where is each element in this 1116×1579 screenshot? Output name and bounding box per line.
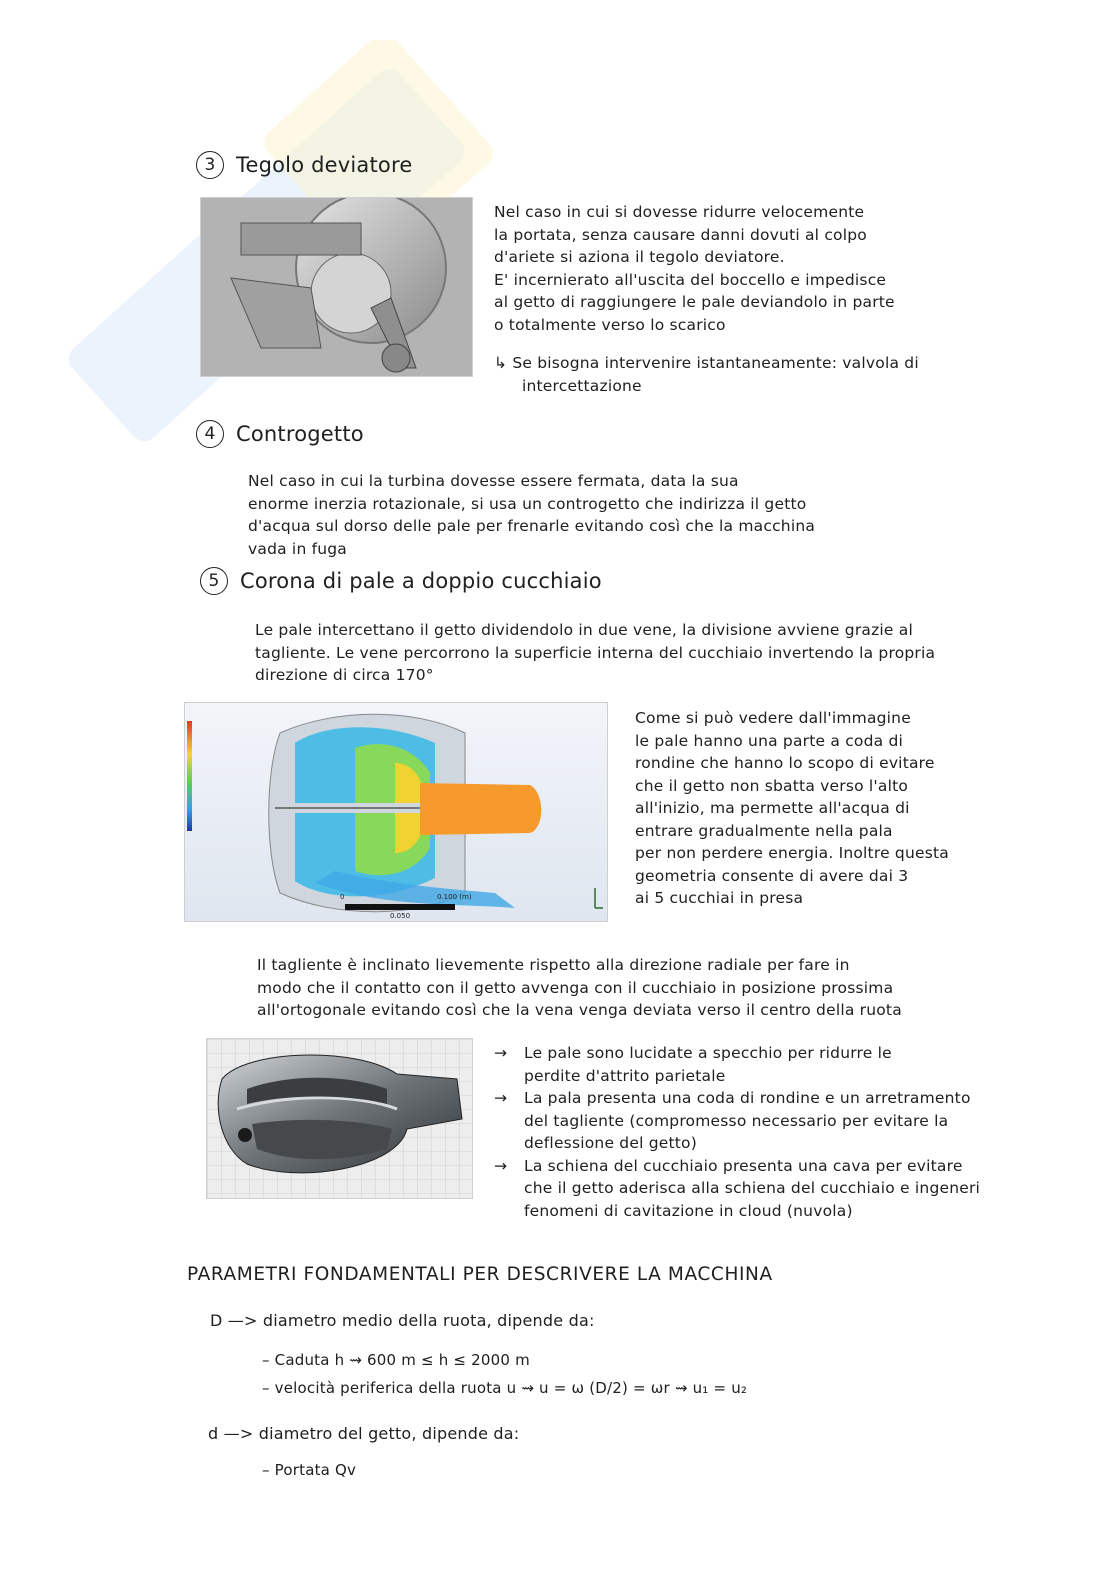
scale-label-zero: 0: [340, 893, 345, 901]
param-d-items: – Portata Qv: [262, 1461, 357, 1479]
scale-label-mid: 0.050: [390, 912, 411, 920]
params-heading: PARAMETRI FONDAMENTALI PER DESCRIVERE LA MACCHINA: [187, 1264, 773, 1285]
param-d-line: d —> diametro del getto, dipende da:: [208, 1424, 520, 1443]
deflector-render-illustration: [201, 198, 472, 376]
scale-label-max: 0.100 (m): [437, 893, 472, 901]
cfd-bucket-flow-illustration: [185, 703, 607, 921]
section-number: 5: [200, 567, 228, 595]
bucket-photo: [206, 1038, 473, 1199]
section-title-text: Controgetto: [236, 422, 364, 446]
section-3-note: ↳ Se bisogna intervenire istantaneamente: valvola di intercettazione: [494, 354, 919, 395]
param-D-line: D —> diametro medio della ruota, dipende da:: [210, 1311, 595, 1330]
section-number: 3: [196, 151, 224, 179]
section-3-title: [196, 151, 412, 179]
arrow-right-icon: →: [494, 1156, 508, 1175]
section-4-text: Nel caso in cui la turbina dovesse essere fermata, data la sua enorme inerzia rotazionale, si usa un controgetto che indirizza il getto d'acqua sul dorso delle pale per frenarle evitando così che la macchina vada in fuga: [248, 472, 816, 558]
section-3-text: Nel caso in cui si dovesse ridurre velocemente la portata, senza causare danni dovuti al colpo d'ariete si aziona il tegolo deviatore. E' incernierato all'uscita del boccello e impedisce al getto di raggiungere le pale deviandolo in parte o totalmente verso lo scarico: [494, 203, 895, 334]
tagliente-text: Il tagliente è inclinato lievemente rispetto alla direzione radiale per fare in modo che il contatto con il getto avvenga con il cucchiaio in posizione prossima all'ortogonale evitando così che la vena venga deviata verso il centro della ruota: [257, 956, 902, 1019]
section-5-side-text: Come si può vedere dall'immagine le pale hanno una parte a coda di rondine che hanno lo scopo di evitare che il getto non sbatta verso l'alto all'inizio, ma permette all'acqua di entrare gradualmente nella pala per non perdere energia. Inoltre questa geometria consente di avere dai 3 ai 5 cucchiai in presa: [635, 709, 949, 907]
section-title-text: Tegolo deviatore: [236, 153, 413, 177]
deflector-photo: [200, 197, 473, 377]
param-D-items: – Caduta h ⇝ 600 m ≤ h ≤ 2000 m – velocità periferica della ruota u ⇝ u = ω (D/2) = ωr ⇝ u₁ = u₂: [262, 1351, 748, 1397]
arrow-right-icon: →: [494, 1044, 508, 1062]
section-number: 4: [196, 420, 224, 448]
section-5-intro: Le pale intercettano il getto dividendolo in due vene, la divisione avviene grazie al tagliente. Le vene percorrono la superficie interna del cucchiaio invertendo la propria direzione di circa 170°: [255, 621, 936, 684]
section-4-title: [196, 420, 364, 448]
cfd-simulation-image: [184, 702, 608, 922]
section-title-text: Corona di pale a doppio cucchiaio: [240, 569, 602, 593]
arrow-right-icon: →: [494, 1089, 508, 1107]
pelton-bucket-illustration: [207, 1039, 472, 1198]
bucket-bullets: → Le pale sono lucidate a specchio per ridurre le perdite d'attrito parietale → La pala presenta una coda di rondine e un arretramento del tagliente (compromesso necessario per evitare la deflessione del getto) → La schiena del cucchiaio presenta una cava per evitare che il getto aderisca alla schiena del cucchiaio e ingeneri fenomeni di cavitazione in cloud (nuvola): [494, 1044, 981, 1220]
hook-arrow-icon: ↳: [494, 354, 513, 372]
section-5-title: [200, 567, 602, 595]
